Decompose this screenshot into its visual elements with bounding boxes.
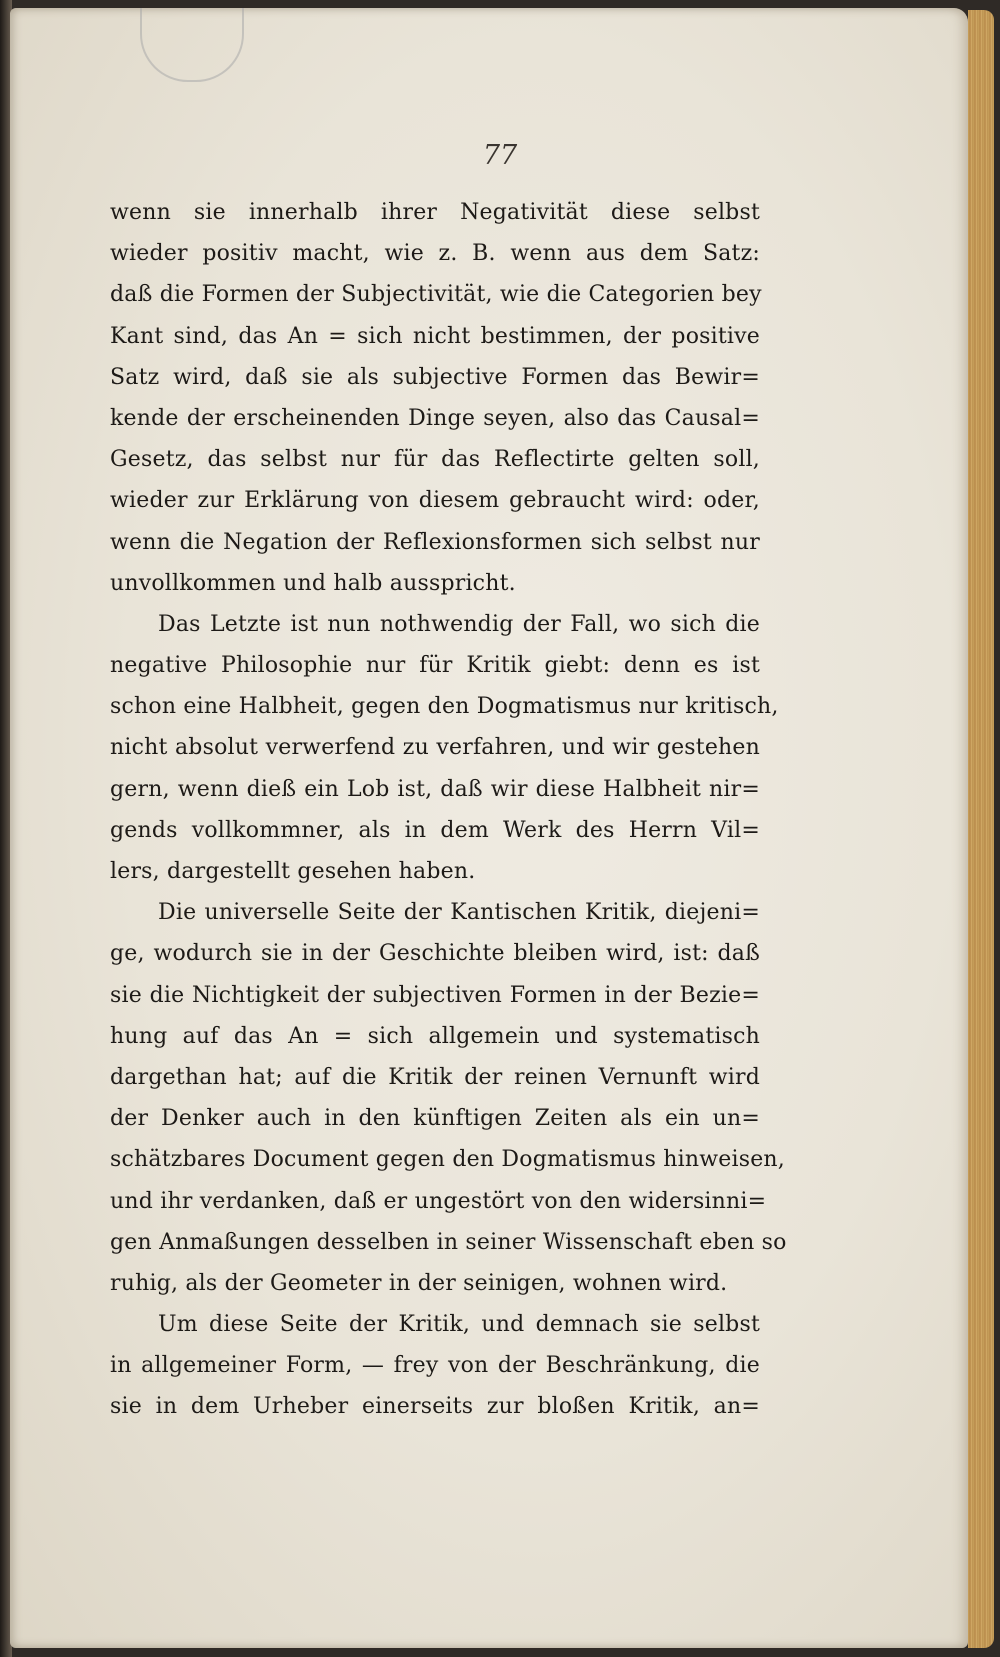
- text-line: wenn sie innerhalb ihrer Negativität diese selbst: [110, 200, 760, 225]
- text-line: unvollkommen und halb ausspricht.: [110, 570, 516, 596]
- text-line: und ihr verdanken, daß er ungestört von den widersinni=: [110, 1188, 767, 1214]
- text-line: gends vollkommner, als in dem Werk des Herrn Vil=: [110, 817, 760, 843]
- text-line: gen Anmaßungen desselben in seiner Wissenschaft eben so: [110, 1229, 787, 1255]
- page-number: 77: [482, 140, 518, 171]
- text-line: schon eine Halbheit, gegen den Dogmatismus nur kritisch,: [110, 694, 779, 720]
- text-line: Um diese Seite der Kritik, und demnach sie selbst: [158, 1312, 760, 1338]
- text-line: kende der erscheinenden Dinge seyen, also das Causal=: [110, 405, 760, 431]
- text-line: Kant sind, das An = sich nicht bestimmen, der positive: [110, 323, 760, 349]
- text-line: in allgemeiner Form, — frey von der Beschränkung, die: [110, 1353, 760, 1379]
- text-line: wenn die Negation der Reflexionsformen sich selbst nur: [110, 529, 760, 555]
- text-line: lers, dargestellt gesehen haben.: [110, 859, 476, 884]
- body-text: [110, 192, 787, 1428]
- text-line: hung auf das An = sich allgemein und systematisch: [110, 1023, 760, 1049]
- text-line: Gesetz, das selbst nur für das Reflectirte gelten soll,: [110, 447, 760, 473]
- text-line: negative Philosophie nur für Kritik giebt: denn es ist: [110, 653, 760, 679]
- text-line: Satz wird, daß sie als subjective Formen das Bewir=: [110, 364, 760, 390]
- text-line: ruhig, als der Geometer in der seinigen, wohnen wird.: [110, 1270, 728, 1296]
- text-line: sie die Nichtigkeit der subjectiven Formen in der Bezie=: [110, 982, 760, 1008]
- text-line: daß die Formen der Subjectivität, wie die Categorien bey: [110, 282, 762, 308]
- text-line: sie in dem Urheber einerseits zur bloßen Kritik, an=: [110, 1394, 760, 1420]
- text-line: gern, wenn dieß ein Lob ist, daß wir diese Halbheit nir=: [110, 776, 760, 802]
- text-line: Das Letzte ist nun nothwendig der Fall, wo sich die: [158, 611, 760, 637]
- text-line: Die universelle Seite der Kantischen Kritik, diejeni=: [158, 900, 760, 926]
- text-line: wieder positiv macht, wie z. B. wenn aus dem Satz:: [110, 241, 760, 267]
- text-line: nicht absolut verwerfend zu verfahren, und wir gestehen: [110, 735, 760, 761]
- text-line: schätzbares Document gegen den Dogmatismus hinweisen,: [110, 1147, 785, 1173]
- text-line: wieder zur Erklärung von diesem gebraucht wird: oder,: [110, 488, 760, 514]
- book-fore-edge: [968, 10, 994, 1648]
- text-line: ge, wodurch sie in der Geschichte bleiben wird, ist: daß: [110, 941, 760, 967]
- text-line: dargethan hat; auf die Kritik der reinen Vernunft wird: [110, 1064, 760, 1090]
- text-line: der Denker auch in den künftigen Zeiten als ein un=: [110, 1106, 760, 1132]
